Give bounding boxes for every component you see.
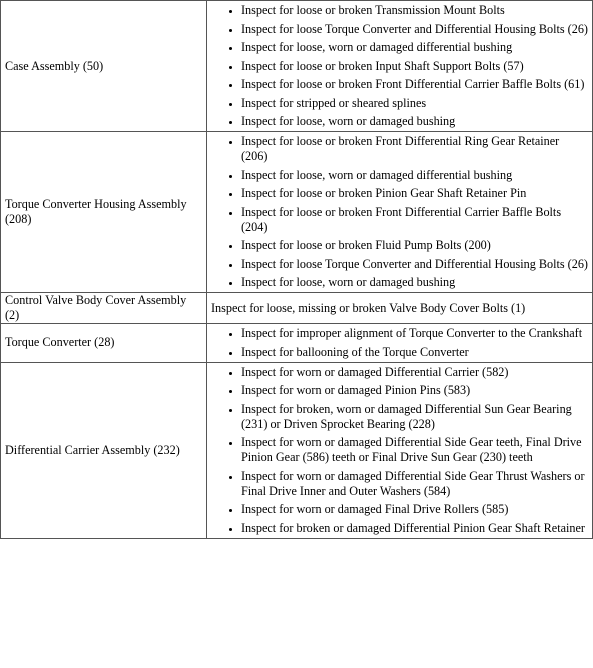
list-item: • Inspect for worn or damaged Differential Carrier (582) bbox=[241, 365, 588, 380]
inspection-cell bbox=[207, 132, 593, 293]
list-item: • Inspect for worn or damaged Differential Side Gear teeth, Final Drive Pinion Gear (586) teeth or Final Drive Sun Gear (230) teeth bbox=[241, 435, 588, 465]
list-item: • Inspect for loose or broken Input Shaft Support Bolts (57) bbox=[241, 59, 588, 74]
list-item: • Inspect for loose or broken Transmission Mount Bolts bbox=[241, 3, 588, 18]
component-cell: Differential Carrier Assembly (232) bbox=[1, 362, 207, 538]
list-item: • Inspect for loose or broken Front Differential Ring Gear Retainer (206) bbox=[241, 134, 588, 164]
list-item: • Inspect for ballooning of the Torque Converter bbox=[241, 345, 588, 360]
inspection-list bbox=[207, 134, 588, 290]
table-row bbox=[1, 324, 593, 363]
inspection-list bbox=[207, 3, 588, 129]
list-item: • Inspect for loose or broken Pinion Gear Shaft Retainer Pin bbox=[241, 186, 588, 201]
inspection-cell bbox=[207, 324, 593, 363]
list-item: • Inspect for broken or damaged Differential Pinion Gear Shaft Retainer bbox=[241, 521, 588, 536]
list-item: • Inspect for loose or broken Fluid Pump Bolts (200) bbox=[241, 238, 588, 253]
component-cell: Case Assembly (50) bbox=[1, 1, 207, 132]
inspection-cell: Inspect for loose, missing or broken Valve Body Cover Bolts (1) bbox=[207, 293, 593, 324]
inspection-list bbox=[207, 365, 588, 536]
table-row bbox=[1, 362, 593, 538]
component-cell: Torque Converter (28) bbox=[1, 324, 207, 363]
list-item: • Inspect for improper alignment of Torque Converter to the Crankshaft bbox=[241, 326, 588, 341]
table-row bbox=[1, 1, 593, 132]
list-item: • Inspect for loose, worn or damaged bushing bbox=[241, 275, 588, 290]
list-item: • Inspect for loose or broken Front Differential Carrier Baffle Bolts (61) bbox=[241, 77, 588, 92]
list-item: • Inspect for loose Torque Converter and Differential Housing Bolts (26) bbox=[241, 22, 588, 37]
table-row bbox=[1, 293, 593, 324]
list-item: • Inspect for loose, worn or damaged differential bushing bbox=[241, 40, 588, 55]
list-item: • Inspect for loose, worn or damaged differential bushing bbox=[241, 168, 588, 183]
component-cell: Control Valve Body Cover Assembly (2) bbox=[1, 293, 207, 324]
list-item: • Inspect for worn or damaged Pinion Pins (583) bbox=[241, 383, 588, 398]
list-item: • Inspect for worn or damaged Final Drive Rollers (585) bbox=[241, 502, 588, 517]
list-item: • Inspect for loose or broken Front Differential Carrier Baffle Bolts (204) bbox=[241, 205, 588, 235]
list-item: • Inspect for loose, worn or damaged bushing bbox=[241, 114, 588, 129]
inspection-cell bbox=[207, 1, 593, 132]
inspection-cell bbox=[207, 362, 593, 538]
table-row bbox=[1, 132, 593, 293]
list-item: • Inspect for broken, worn or damaged Differential Sun Gear Bearing (231) or Driven Sprocket Bearing (228) bbox=[241, 402, 588, 432]
list-item: • Inspect for stripped or sheared splines bbox=[241, 96, 588, 111]
list-item: • Inspect for worn or damaged Differential Side Gear Thrust Washers or Final Drive Inner and Outer Washers (584) bbox=[241, 469, 588, 499]
inspection-list bbox=[207, 326, 588, 360]
component-cell: Torque Converter Housing Assembly (208) bbox=[1, 132, 207, 293]
list-item: • Inspect for loose Torque Converter and Differential Housing Bolts (26) bbox=[241, 257, 588, 272]
